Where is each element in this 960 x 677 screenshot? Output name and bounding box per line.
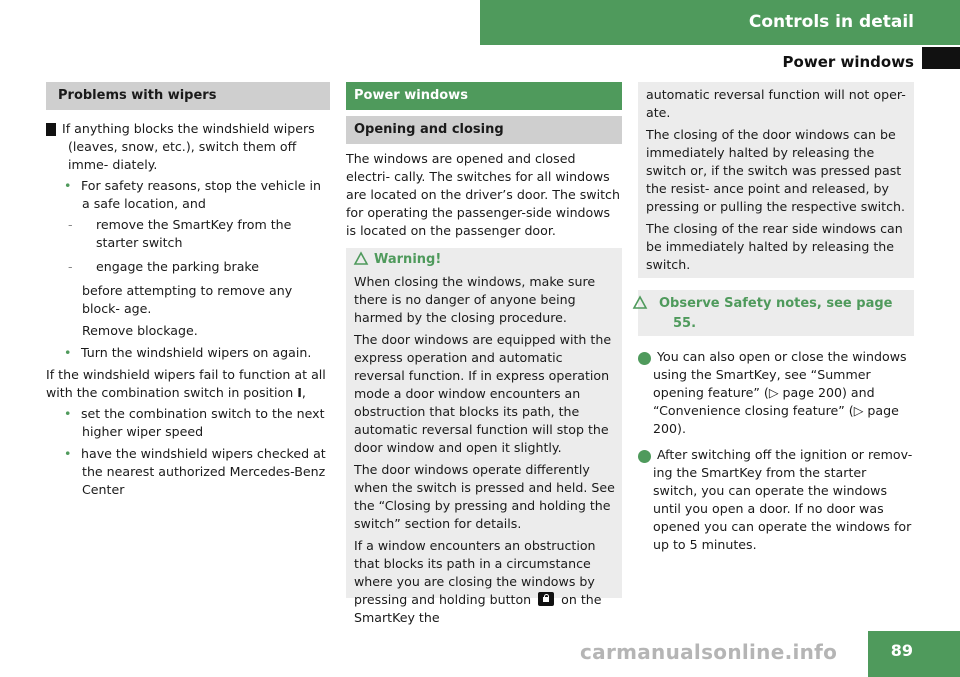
subsection-title: Power windows [782, 53, 914, 71]
dash-icon: - [68, 259, 73, 274]
right-column [635, 82, 914, 554]
info-note: i You can also open or close the windows using the SmartKey, see “Summer opening feature” (▷ page 200) and “Convenience closing feature” (▷ page 200). [635, 349, 907, 436]
bullet-icon: • [64, 178, 72, 193]
attention-note: ! If anything blocks the windshield wipers (leaves, snow, etc.), switch them off imme- diately. [37, 121, 315, 172]
warning-heading: Warning! [354, 251, 616, 271]
paragraph: Remove blockage. [82, 323, 198, 338]
warning-text: automatic reversal function will not oper- ate. [646, 87, 906, 120]
warning-box-continued [638, 82, 914, 278]
info-icon: i [638, 352, 651, 365]
list-item: - engage the parking brake [68, 259, 259, 274]
opening-closing-heading: Opening and closing [346, 116, 622, 144]
list-item: • Turn the windshield wipers on again. [64, 345, 312, 360]
warning-text: The door windows operate differently when the switch is pressed and held. See the “Closing by pressing and holding the switch” section for details. [354, 462, 615, 531]
list-item: • set the combination switch to the next higher wiper speed [64, 406, 325, 439]
info-note: i After switching off the ignition or remov- ing the SmartKey from the starter switch, you can operate the windows until you open a door. If no door was opened you can operate the windows for up to 5 minutes. [635, 447, 913, 552]
problems-with-wipers-heading: Problems with wipers [46, 82, 330, 110]
warning-triangle-icon [354, 252, 368, 271]
power-windows-heading: Power windows [346, 82, 622, 110]
safety-notes-box [638, 290, 914, 336]
bullet-icon: • [64, 345, 72, 360]
list-item: - remove the SmartKey from the starter switch [68, 217, 292, 250]
warning-text: The door windows are equipped with the express operation and automatic reversal function. If in express operation mode a door window encounters an obstruction that blocks its path, the automatic reversal function will stop the door window and open it slightly. [354, 332, 612, 455]
bullet-icon: • [64, 446, 72, 461]
lock-button-icon [538, 592, 554, 606]
left-column [37, 82, 330, 499]
warning-text: If a window encounters an obstruction that blocks its path in a circumstance where you are closing the windows by pressing and holding button on the SmartKey the [354, 538, 602, 625]
list-item: • For safety reasons, stop the vehicle in a safe location, and [64, 178, 321, 211]
position-label: I [297, 385, 302, 400]
watermark: carmanualsonline.info [580, 640, 838, 664]
header-tab-marker [922, 47, 960, 69]
warning-text: When closing the windows, make sure there is no danger of anyone being harmed by the closing procedure. [354, 274, 596, 325]
intro-paragraph: The windows are opened and closed electri- cally. The switches for all windows are located on the driver’s door. The switch for operating the passenger-side windows is located on the passenger door. [346, 151, 620, 238]
dash-icon: - [68, 217, 73, 232]
exclamation-icon: ! [46, 123, 56, 136]
section-title: Controls in detail [748, 12, 914, 32]
paragraph: before attempting to remove any block- age. [82, 283, 293, 316]
bullet-icon: • [64, 406, 72, 421]
list-item: • have the windshield wipers checked at the nearest authorized Mercedes-Benz Center [64, 446, 326, 497]
page-number: 89 [890, 641, 913, 660]
warning-text: The closing of the door windows can be immediately halted by releasing the switch or, if the switch was pressed past the resist- ance point and released, by pressing or pulling the respective switch. [646, 127, 905, 214]
middle-column [346, 82, 622, 625]
info-icon: i [638, 450, 651, 463]
safety-notes-text: Observe Safety notes, see page 55. [646, 295, 906, 333]
page-number-tab [868, 631, 960, 677]
paragraph: If the windshield wipers fail to function at all with the combination switch in position I, [46, 367, 326, 400]
warning-box [346, 248, 622, 625]
warning-text: The closing of the rear side windows can be immediately halted by releasing the switch. [646, 221, 903, 272]
